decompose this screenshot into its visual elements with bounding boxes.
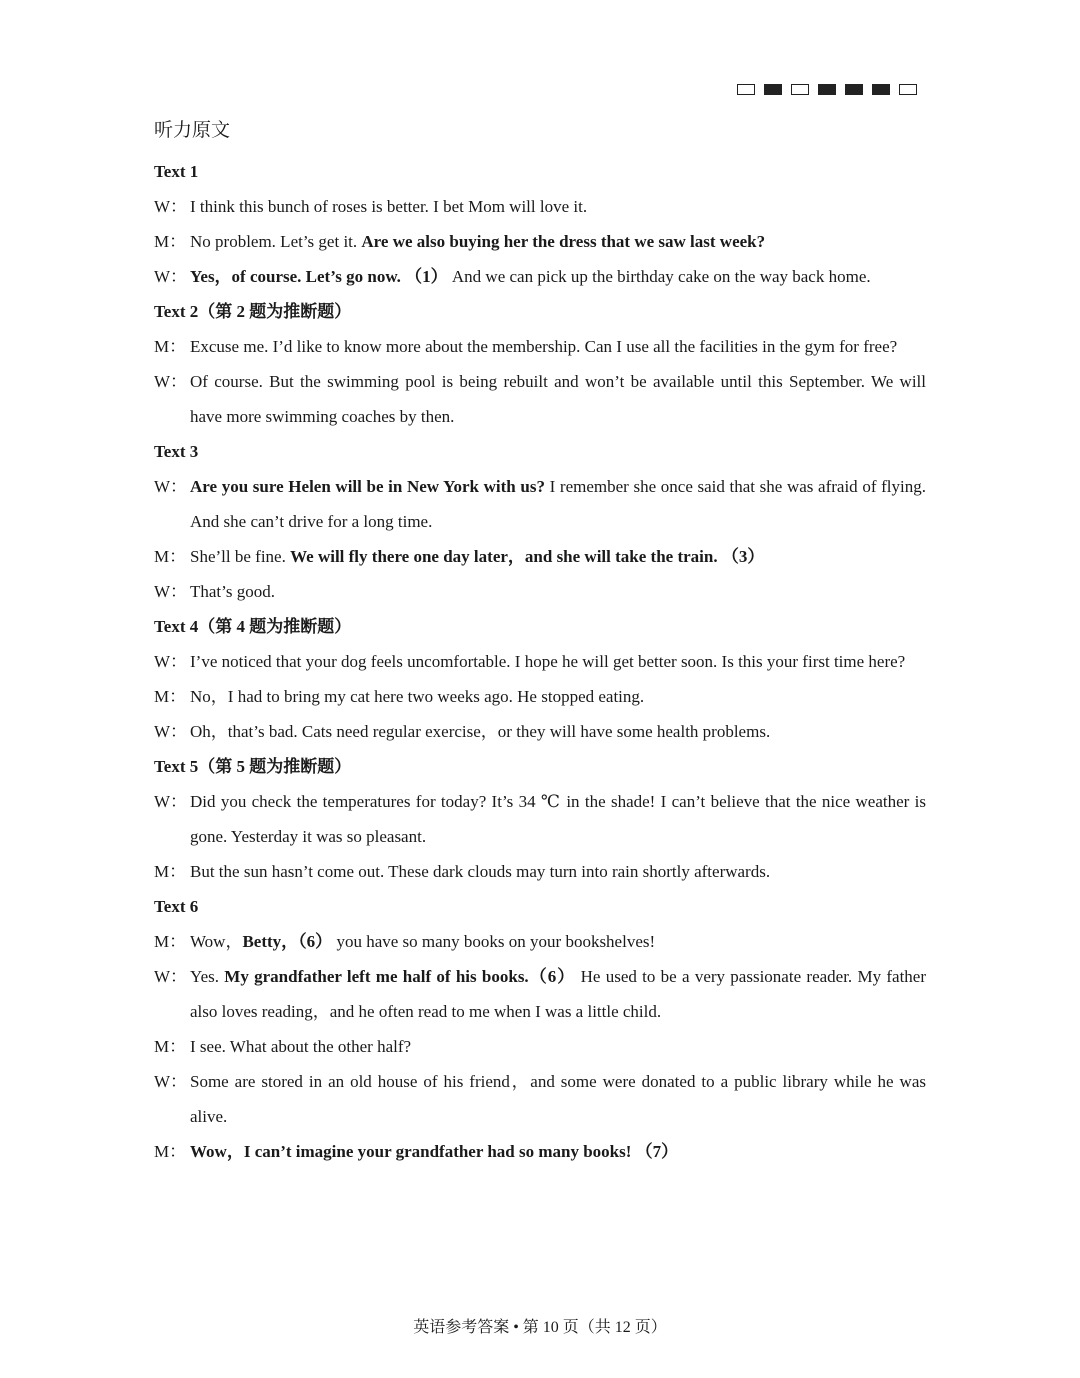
section-heading bbox=[154, 434, 926, 469]
dialogue-line bbox=[154, 679, 926, 714]
bold-segment: Yes，of course. Let’s go now. （1） bbox=[190, 267, 448, 286]
filled-square-mark bbox=[818, 84, 836, 95]
section-title: Text 3 bbox=[154, 442, 199, 461]
dialogue-line bbox=[154, 1029, 926, 1064]
speaker-label: W： bbox=[154, 1072, 188, 1091]
section-title: Text 2 bbox=[154, 302, 199, 321]
text-segment: No problem. Let’s get it. bbox=[190, 232, 362, 251]
utterance bbox=[190, 959, 926, 1029]
section-title: Text 5 bbox=[154, 757, 199, 776]
dialogue-line bbox=[154, 329, 926, 364]
speaker-label: M： bbox=[154, 1142, 187, 1161]
text-segment: He used to be a very passionate reader. My father also loves reading，and he often read to me when I was a little child. bbox=[190, 967, 926, 1021]
dialogue-line bbox=[154, 1134, 926, 1169]
utterance bbox=[190, 539, 926, 574]
dialogue-line bbox=[154, 854, 926, 889]
text-segment: That’s good. bbox=[190, 582, 275, 601]
bold-segment: Are you sure Helen will be in New York with us? bbox=[190, 477, 545, 496]
section-note: （第 2 题为推断题） bbox=[198, 302, 352, 321]
text-segment: Oh，that’s bad. Cats need regular exercise，or they will have some health problems. bbox=[190, 722, 771, 741]
speaker-label: W： bbox=[154, 792, 188, 811]
bold-segment: We will fly there one day later，and she will take the train. （3） bbox=[290, 547, 765, 566]
text-segment: you have so many books on your bookshelves! bbox=[332, 932, 656, 951]
dialogue-line bbox=[154, 1064, 926, 1134]
speaker-label: W： bbox=[154, 372, 188, 391]
text-segment: I see. What about the other half? bbox=[190, 1037, 412, 1056]
text-segment: I think this bunch of roses is better. I bet Mom will love it. bbox=[190, 197, 588, 216]
section-heading bbox=[154, 889, 926, 924]
dialogue-line bbox=[154, 784, 926, 854]
utterance bbox=[190, 259, 926, 294]
speaker-label: W： bbox=[154, 477, 188, 496]
dialogue-line bbox=[154, 364, 926, 434]
utterance bbox=[190, 329, 926, 364]
section-heading bbox=[154, 749, 926, 784]
page-footer: 英语参考答案 • 第 10 页（共 12 页） bbox=[413, 1319, 667, 1336]
dialogue-line bbox=[154, 644, 926, 679]
page-heading: 听力原文 bbox=[154, 120, 231, 141]
dialogue-line bbox=[154, 224, 926, 259]
dialogue-line bbox=[154, 189, 926, 224]
filled-square-mark bbox=[845, 84, 863, 95]
utterance bbox=[190, 224, 926, 259]
utterance bbox=[190, 1064, 926, 1134]
dialogue-line bbox=[154, 574, 926, 609]
empty-square-mark bbox=[791, 84, 809, 95]
text-segment: I’ve noticed that your dog feels uncomfortable. I hope he will get better soon. Is this your first time here? bbox=[190, 652, 906, 671]
text-segment: Yes. bbox=[190, 967, 225, 986]
utterance bbox=[190, 784, 926, 854]
dialogue-line bbox=[154, 539, 926, 574]
speaker-label: W： bbox=[154, 267, 188, 286]
section-note: （第 4 题为推断题） bbox=[198, 617, 352, 636]
dialogue-line bbox=[154, 714, 926, 749]
utterance bbox=[190, 644, 926, 679]
speaker-label: W： bbox=[154, 967, 188, 986]
text-segment: Wow， bbox=[190, 932, 243, 951]
utterance bbox=[190, 469, 926, 539]
section-title: Text 6 bbox=[154, 897, 199, 916]
text-segment: No，I had to bring my cat here two weeks ago. He stopped eating. bbox=[190, 687, 645, 706]
bold-segment: My grandfather left me half of his books.（6） bbox=[224, 967, 576, 986]
document-body bbox=[154, 118, 926, 1169]
text-segment: Of course. But the swimming pool is being rebuilt and won’t be available until this September. We will have more swimming coaches by then. bbox=[190, 372, 926, 426]
speaker-label: M： bbox=[154, 932, 187, 951]
bold-segment: Are we also buying her the dress that we saw last week? bbox=[361, 232, 766, 251]
speaker-label: M： bbox=[154, 1037, 187, 1056]
speaker-label: W： bbox=[154, 197, 188, 216]
section-heading bbox=[154, 154, 926, 189]
utterance bbox=[190, 924, 926, 959]
utterance bbox=[190, 364, 926, 434]
filled-square-mark bbox=[764, 84, 782, 95]
text-segment: And we can pick up the birthday cake on the way back home. bbox=[447, 267, 871, 286]
utterance bbox=[190, 679, 926, 714]
speaker-label: W： bbox=[154, 652, 188, 671]
speaker-label: M： bbox=[154, 232, 187, 251]
bold-segment: Wow，I can’t imagine your grandfather had so many books! （7） bbox=[190, 1142, 679, 1161]
filled-square-mark bbox=[872, 84, 890, 95]
section-title: Text 1 bbox=[154, 162, 199, 181]
section-heading bbox=[154, 294, 926, 329]
speaker-label: M： bbox=[154, 337, 187, 356]
section-note: （第 5 题为推断题） bbox=[198, 757, 352, 776]
utterance bbox=[190, 854, 926, 889]
utterance bbox=[190, 574, 926, 609]
empty-square-mark bbox=[899, 84, 917, 95]
speaker-label: M： bbox=[154, 547, 187, 566]
dialogue-line bbox=[154, 469, 926, 539]
text-segment: Did you check the temperatures for today? It’s 34 ℃ in the shade! I can’t believe that the nice weather is gone. Yesterday it was so pleasant. bbox=[190, 792, 926, 846]
text-segment: She’ll be fine. bbox=[190, 547, 291, 566]
text-segment: Some are stored in an old house of his friend，and some were donated to a public library while he was alive. bbox=[190, 1072, 926, 1126]
page-marks bbox=[737, 84, 917, 95]
utterance bbox=[190, 1134, 926, 1169]
section-title: Text 4 bbox=[154, 617, 199, 636]
section-heading bbox=[154, 609, 926, 644]
dialogue-line bbox=[154, 259, 926, 294]
text-segment: But the sun hasn’t come out. These dark clouds may turn into rain shortly afterwards. bbox=[190, 862, 771, 881]
utterance bbox=[190, 714, 926, 749]
dialogue-line bbox=[154, 924, 926, 959]
text-segment: Excuse me. I’d like to know more about the membership. Can I use all the facilities in the gym for free? bbox=[190, 337, 898, 356]
dialogue-line bbox=[154, 959, 926, 1029]
utterance bbox=[190, 189, 926, 224]
speaker-label: M： bbox=[154, 862, 187, 881]
speaker-label: M： bbox=[154, 687, 187, 706]
speaker-label: W： bbox=[154, 582, 188, 601]
transcript-sections bbox=[154, 154, 926, 1169]
empty-square-mark bbox=[737, 84, 755, 95]
speaker-label: W： bbox=[154, 722, 188, 741]
utterance bbox=[190, 1029, 926, 1064]
bold-segment: Betty，（6） bbox=[242, 932, 333, 951]
text-segment: I remember she once said that she was afraid of flying. And she can’t drive for a long time. bbox=[190, 477, 926, 531]
